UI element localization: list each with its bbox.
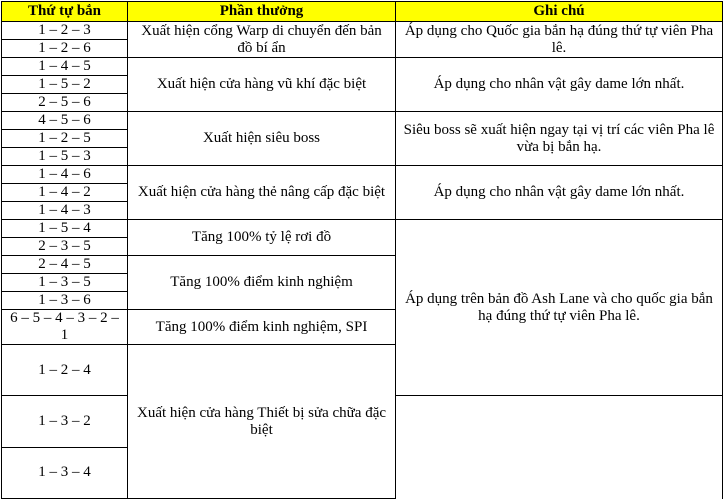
reward-cell: Tăng 100% điểm kinh nghiệm: [128, 256, 396, 310]
table-row: [2, 58, 723, 76]
order-cell: 1 – 4 – 2: [2, 184, 128, 202]
order-cell: 2 – 4 – 5: [2, 256, 128, 274]
header-note: Ghi chú: [396, 2, 723, 22]
reward-cell: Tăng 100% điểm kinh nghiệm, SPI: [128, 310, 396, 345]
reward-cell: Xuất hiện cửa hàng Thiết bị sửa chữa đặc biệt: [128, 345, 396, 499]
order-cell: 1 – 2 – 4: [2, 345, 128, 396]
order-cell: 2 – 5 – 6: [2, 94, 128, 112]
reward-cell: Tăng 100% tỷ lệ rơi đồ: [128, 220, 396, 256]
order-cell: 4 – 5 – 6: [2, 112, 128, 130]
order-cell: 2 – 3 – 5: [2, 238, 128, 256]
order-cell: 1 – 2 – 3: [2, 22, 128, 40]
note-cell: Áp dụng cho nhân vật gây dame lớn nhất.: [396, 166, 723, 220]
table-row: [2, 220, 723, 238]
order-cell: 1 – 4 – 3: [2, 202, 128, 220]
order-cell: 1 – 5 – 2: [2, 76, 128, 94]
order-cell: 1 – 5 – 3: [2, 148, 128, 166]
reward-table: [1, 1, 723, 499]
reward-cell: Xuất hiện siêu boss: [128, 112, 396, 166]
order-cell: 1 – 3 – 4: [2, 447, 128, 498]
order-cell: 1 – 3 – 2: [2, 396, 128, 447]
header-reward: Phần thưởng: [128, 2, 396, 22]
table-row: [2, 22, 723, 40]
note-cell: Áp dụng cho nhân vật gây dame lớn nhất.: [396, 58, 723, 112]
order-cell: 1 – 4 – 5: [2, 58, 128, 76]
order-cell: 1 – 3 – 6: [2, 292, 128, 310]
table-row: [2, 112, 723, 130]
order-cell: 1 – 2 – 6: [2, 40, 128, 58]
order-cell: 6 – 5 – 4 – 3 – 2 – 1: [2, 310, 128, 345]
order-cell: 1 – 3 – 5: [2, 274, 128, 292]
reward-cell: Xuất hiện cửa hàng vũ khí đặc biệt: [128, 58, 396, 112]
table-row: [2, 166, 723, 184]
order-cell: 1 – 5 – 4: [2, 220, 128, 238]
header-row: [2, 2, 723, 22]
note-cell: Áp dụng cho Quốc gia bắn hạ đúng thứ tự viên Pha lê.: [396, 22, 723, 58]
order-cell: 1 – 4 – 6: [2, 166, 128, 184]
note-cell: Áp dụng trên bản đồ Ash Lane và cho quốc gia bắn hạ đúng thứ tự viên Pha lê.: [396, 220, 723, 396]
reward-cell: Xuất hiện cổng Warp di chuyển đến bản đồ bí ẩn: [128, 22, 396, 58]
header-order: Thứ tự bắn: [2, 2, 128, 22]
reward-cell: Xuất hiện cửa hàng thẻ nâng cấp đặc biệt: [128, 166, 396, 220]
order-cell: 1 – 2 – 5: [2, 130, 128, 148]
note-cell: Siêu boss sẽ xuất hiện ngay tại vị trí các viên Pha lê vừa bị bắn hạ.: [396, 112, 723, 166]
